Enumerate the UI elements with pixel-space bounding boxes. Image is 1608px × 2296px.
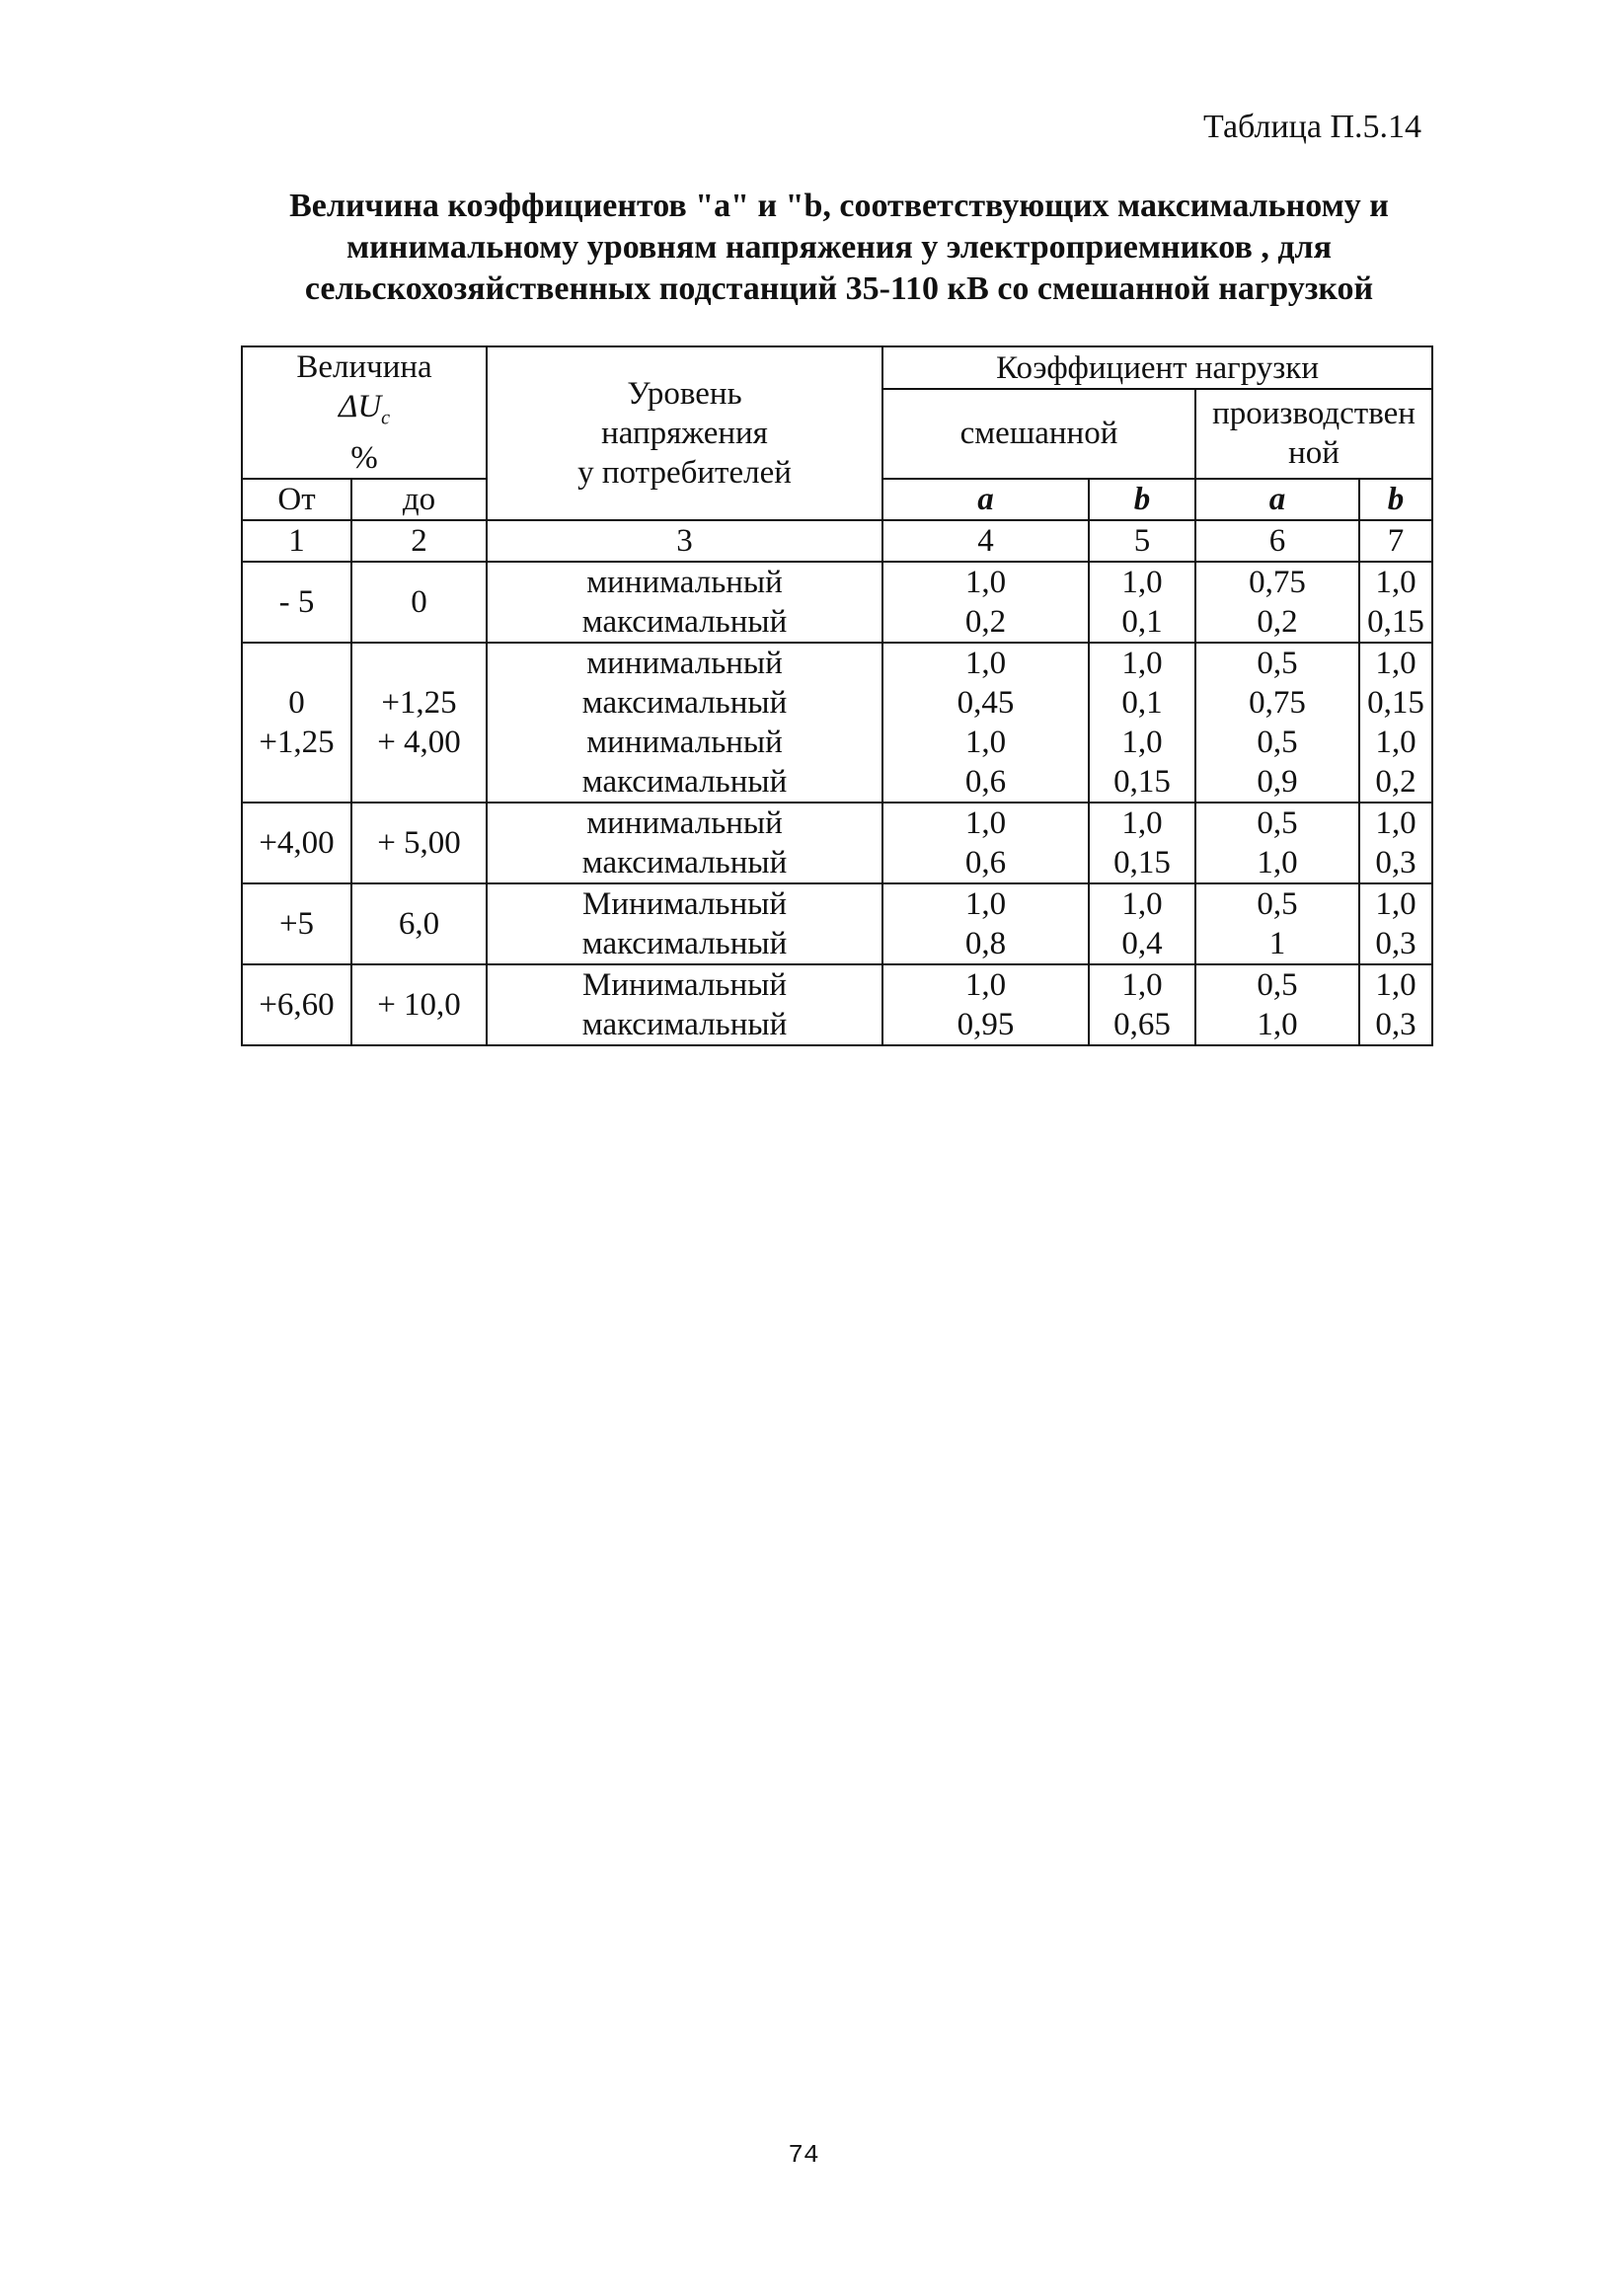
caption-line: Величина коэффициентов "a" и "b, соответствующих максимальному и: [289, 188, 1389, 224]
cell-mixed-a: 1,0 0,8: [882, 883, 1089, 964]
column-number: 3: [487, 520, 882, 562]
range-to: + 5,00: [351, 803, 487, 883]
cell-level: минимальный максимальный минимальный максимальный: [487, 643, 882, 803]
header-from: От: [242, 479, 351, 520]
column-number: 2: [351, 520, 487, 562]
header-voltage-level: Уровень напряжения у потребителей: [487, 346, 882, 520]
table-label: Таблица П.5.14: [1203, 109, 1421, 145]
header-to: до: [351, 479, 487, 520]
cell-mixed-b: 1,0 0,15: [1089, 803, 1195, 883]
caption-line: сельскохозяйственных подстанций 35-110 кВ со смешанной нагрузкой: [304, 270, 1374, 307]
cell-level: минимальный максимальный: [487, 803, 882, 883]
header-mixed-b: b: [1089, 479, 1195, 520]
cell-prod-b: 1,0 0,3: [1359, 964, 1432, 1045]
column-number: 4: [882, 520, 1089, 562]
cell-prod-a: 0,5 1,0: [1195, 964, 1359, 1045]
table-row: [242, 964, 1432, 1045]
cell-mixed-a: 1,0 0,45 1,0 0,6: [882, 643, 1089, 803]
cell-level: Минимальный максимальный: [487, 883, 882, 964]
cell-level: минимальный максимальный: [487, 562, 882, 643]
header-production-load: производствен ной: [1195, 389, 1432, 478]
page-number: 74: [788, 2140, 819, 2170]
range-from: +6,60: [242, 964, 351, 1045]
range-from: +5: [242, 883, 351, 964]
table-row: [242, 643, 1432, 803]
header-production-b: b: [1359, 479, 1432, 520]
table-row: [242, 883, 1432, 964]
cell-mixed-a: 1,0 0,6: [882, 803, 1089, 883]
cell-prod-a: 0,5 0,75 0,5 0,9: [1195, 643, 1359, 803]
cell-prod-b: 1,0 0,15 1,0 0,2: [1359, 643, 1432, 803]
range-to: +1,25 + 4,00: [351, 643, 487, 803]
cell-mixed-a: 1,0 0,95: [882, 964, 1089, 1045]
column-number: 1: [242, 520, 351, 562]
cell-prod-b: 1,0 0,15: [1359, 562, 1432, 643]
cell-prod-b: 1,0 0,3: [1359, 803, 1432, 883]
column-number: 5: [1089, 520, 1195, 562]
range-from: +4,00: [242, 803, 351, 883]
header-load-coefficient: Коэффициент нагрузки: [882, 346, 1432, 389]
coefficient-table: [241, 345, 1433, 1046]
table-row: [242, 803, 1432, 883]
cell-prod-a: 0,5 1: [1195, 883, 1359, 964]
column-number: 7: [1359, 520, 1432, 562]
cell-prod-b: 1,0 0,3: [1359, 883, 1432, 964]
range-to: 6,0: [351, 883, 487, 964]
table-row: [242, 562, 1432, 643]
cell-level: Минимальный максимальный: [487, 964, 882, 1045]
cell-mixed-b: 1,0 0,4: [1089, 883, 1195, 964]
cell-mixed-b: 1,0 0,1: [1089, 562, 1195, 643]
range-from: - 5: [242, 562, 351, 643]
cell-prod-a: 0,75 0,2: [1195, 562, 1359, 643]
caption-line: минимальному уровням напряжения у электроприемников , для: [346, 229, 1332, 266]
column-number: 6: [1195, 520, 1359, 562]
header-production-a: a: [1195, 479, 1359, 520]
header-mixed-a: a: [882, 479, 1089, 520]
header-value-deviation: Величина $\Delta U_c$ %: [242, 346, 487, 479]
cell-mixed-b: 1,0 0,1 1,0 0,15: [1089, 643, 1195, 803]
range-to: + 10,0: [351, 964, 487, 1045]
header-mixed-load: смешанной: [882, 389, 1195, 478]
range-from: 0 +1,25: [242, 643, 351, 803]
cell-mixed-a: 1,0 0,2: [882, 562, 1089, 643]
table-caption: [247, 186, 1431, 310]
cell-prod-a: 0,5 1,0: [1195, 803, 1359, 883]
range-to: 0: [351, 562, 487, 643]
cell-mixed-b: 1,0 0,65: [1089, 964, 1195, 1045]
